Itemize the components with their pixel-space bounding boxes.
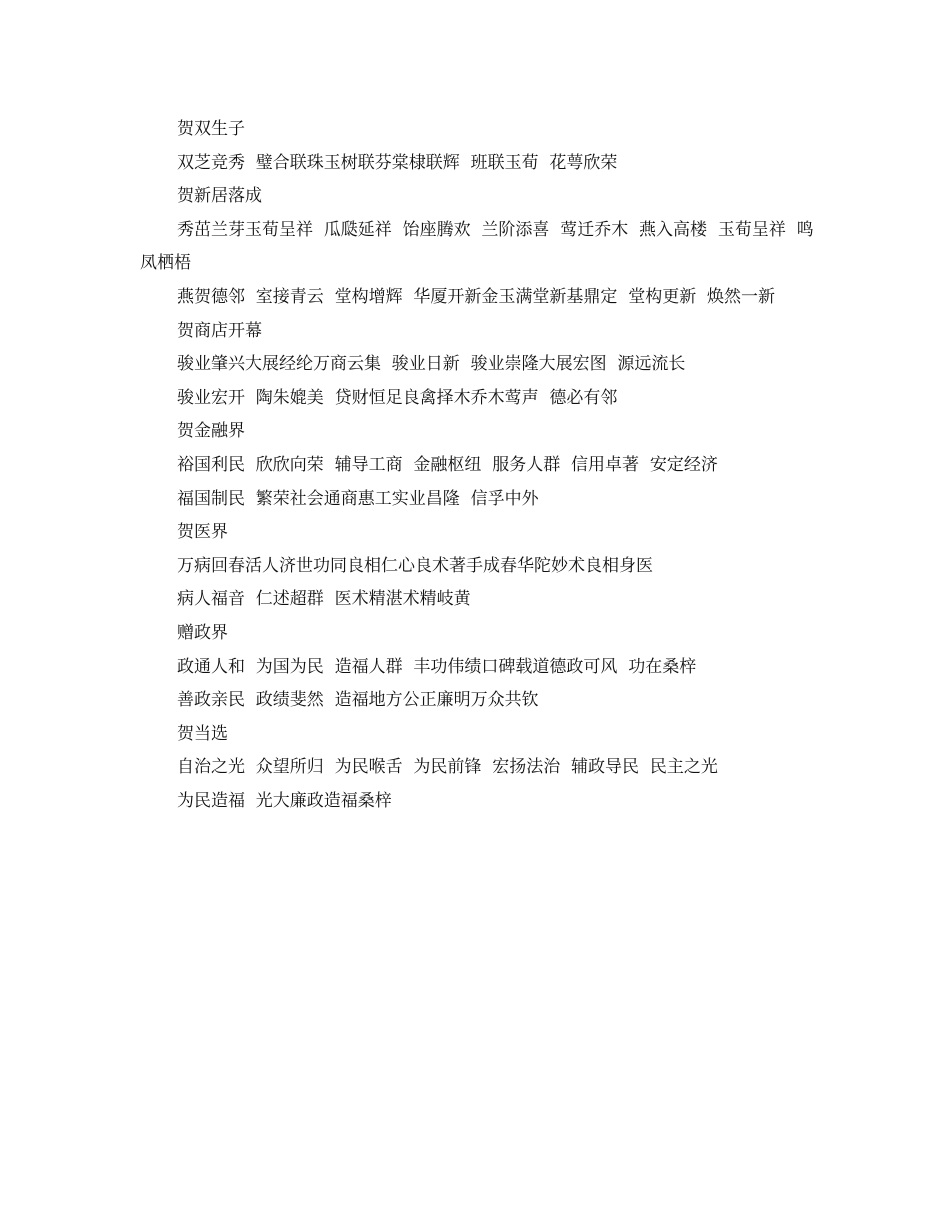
phrase-line: 善政亲民 政绩斐然 造福地方公正廉明万众共钦 xyxy=(177,690,539,711)
phrase-line: 秀茁兰芽玉荀呈祥 瓜瓞延祥 饴座腾欢 兰阶添喜 莺迁乔木 燕入高楼 玉荀呈祥 鸣凤栖梧 xyxy=(140,219,814,274)
section-heading-finance: 贺金融界 xyxy=(177,421,245,442)
phrase-line: 自治之光 众望所归 为民喉舌 为民前锋 宏扬法治 辅政导民 民主之光 xyxy=(177,757,718,778)
phrase-line: 骏业肇兴大展经纶万商云集 骏业日新 骏业崇隆大展宏图 源远流长 xyxy=(177,354,686,375)
section-heading-medical: 贺医界 xyxy=(177,522,228,543)
document-body xyxy=(140,113,815,818)
phrase-line: 燕贺德邻 室接青云 堂构增辉 华厦开新金玉满堂新基鼎定 堂构更新 焕然一新 xyxy=(177,286,776,307)
phrase-line: 骏业宏开 陶朱媲美 贷财恒足良禽择木乔木莺声 德必有邻 xyxy=(177,387,618,408)
phrase-line: 万病回春活人济世功同良相仁心良术著手成春华陀妙术良相身医 xyxy=(177,555,653,576)
section-heading-politics: 赠政界 xyxy=(177,622,228,643)
phrase-line: 双芝竞秀 璧合联珠玉树联芬棠棣联辉 班联玉荀 花萼欣荣 xyxy=(177,152,618,173)
phrase-line: 病人福音 仁述超群 医术精湛术精岐黄 xyxy=(177,589,471,610)
phrase-line: 福国制民 繁荣社会通商惠工实业昌隆 信孚中外 xyxy=(177,488,539,509)
section-heading-twins: 贺双生子 xyxy=(177,119,245,139)
phrase-line: 裕国利民 欣欣向荣 辅导工商 金融枢纽 服务人群 信用卓著 安定经济 xyxy=(177,454,718,475)
phrase-line: 为民造福 光大廉政造福桑梓 xyxy=(177,790,392,811)
phrase-line: 政通人和 为国为民 造福人群 丰功伟绩口碑载道德政可风 功在桑梓 xyxy=(177,656,697,677)
section-heading-store-opening: 贺商店开幕 xyxy=(177,320,262,341)
section-heading-new-home: 贺新居落成 xyxy=(177,186,262,207)
section-heading-election: 贺当选 xyxy=(177,723,228,744)
